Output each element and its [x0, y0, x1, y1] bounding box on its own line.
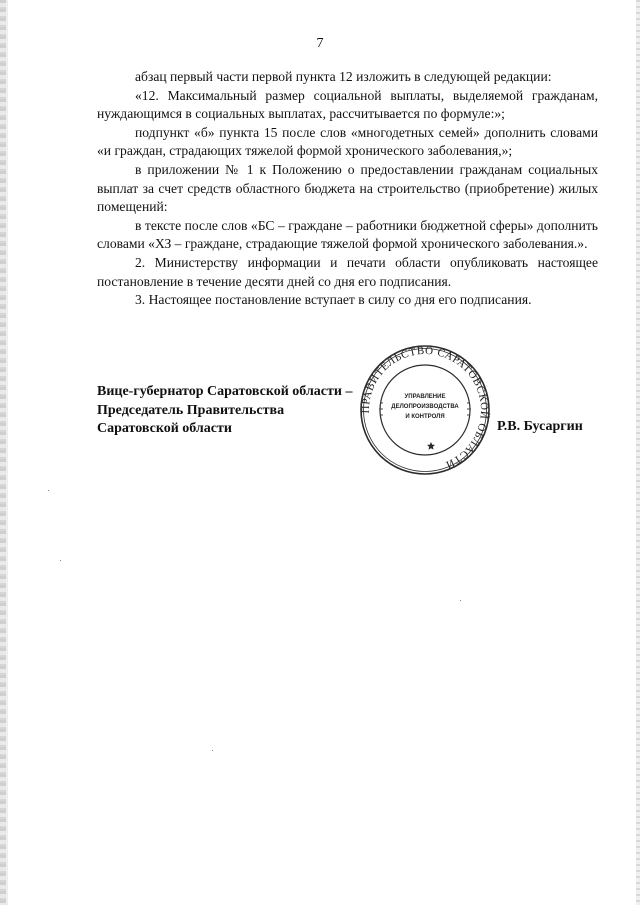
paragraph-7: 3. Настоящее постановление вступает в силу со дня его подписания. [135, 292, 532, 308]
signatory-title-line-1: Вице-губернатор Саратовской области – [97, 384, 353, 399]
paragraph-2: «12. Максимальный размер социальной выплаты, выделяемой гражданам, нуждающимся в социальных выплатах, рассчитывается по формуле:»; [97, 87, 598, 122]
paragraph-6: 2. Министерству информации и печати области опубликовать настоящее постановление в течение десяти дней со дня его подписания. [97, 254, 598, 289]
document-body [97, 68, 598, 310]
stamp-outer-text: ПРАВИТЕЛЬСТВО САРАТОВСКОЙ ОБЛАСТИ [359, 344, 491, 471]
signatory-title-line-2: Председатель Правительства [97, 402, 285, 418]
page-number: 7 [316, 36, 324, 51]
scan-left-edge-shadow [6, 0, 8, 905]
star-icon [427, 442, 435, 450]
signatory-name: Р.В. Бусаргин [497, 419, 583, 434]
scan-speck [460, 600, 461, 601]
stamp-inner-line-2: ДЕЛОПРОИЗВОДСТВА [391, 404, 459, 410]
scan-right-edge [636, 0, 640, 905]
stamp-inner-line-1: УПРАВЛЕНИЕ [404, 394, 446, 400]
scan-speck [48, 490, 49, 491]
signature-block [97, 383, 352, 439]
paragraph-5: в тексте после слов «БС – граждане – работники бюджетной сферы» дополнить словами «ХЗ – граждане, страдающие тяжелой формой хронического заболевания.». [97, 217, 598, 252]
scan-speck [212, 750, 213, 751]
official-stamp [358, 343, 492, 477]
paragraph-3: подпункт «б» пункта 15 после слов «многодетных семей» дополнить словами «и граждан, страдающих тяжелой формой хронического заболевания,»; [97, 124, 598, 159]
signatory-title-line-3: Саратовской области [97, 421, 232, 436]
paragraph-1: абзац первый части первой пункта 12 изложить в следующей редакции: [135, 69, 552, 84]
paragraph-4: в приложении № 1 к Положению о предоставлении гражданам социальных выплат за счет средств областного бюджета на строительство (приобретение) жилых помещений: [97, 161, 598, 215]
scan-speck [60, 560, 61, 561]
stamp-inner-line-3: И КОНТРОЛЯ [405, 414, 445, 420]
